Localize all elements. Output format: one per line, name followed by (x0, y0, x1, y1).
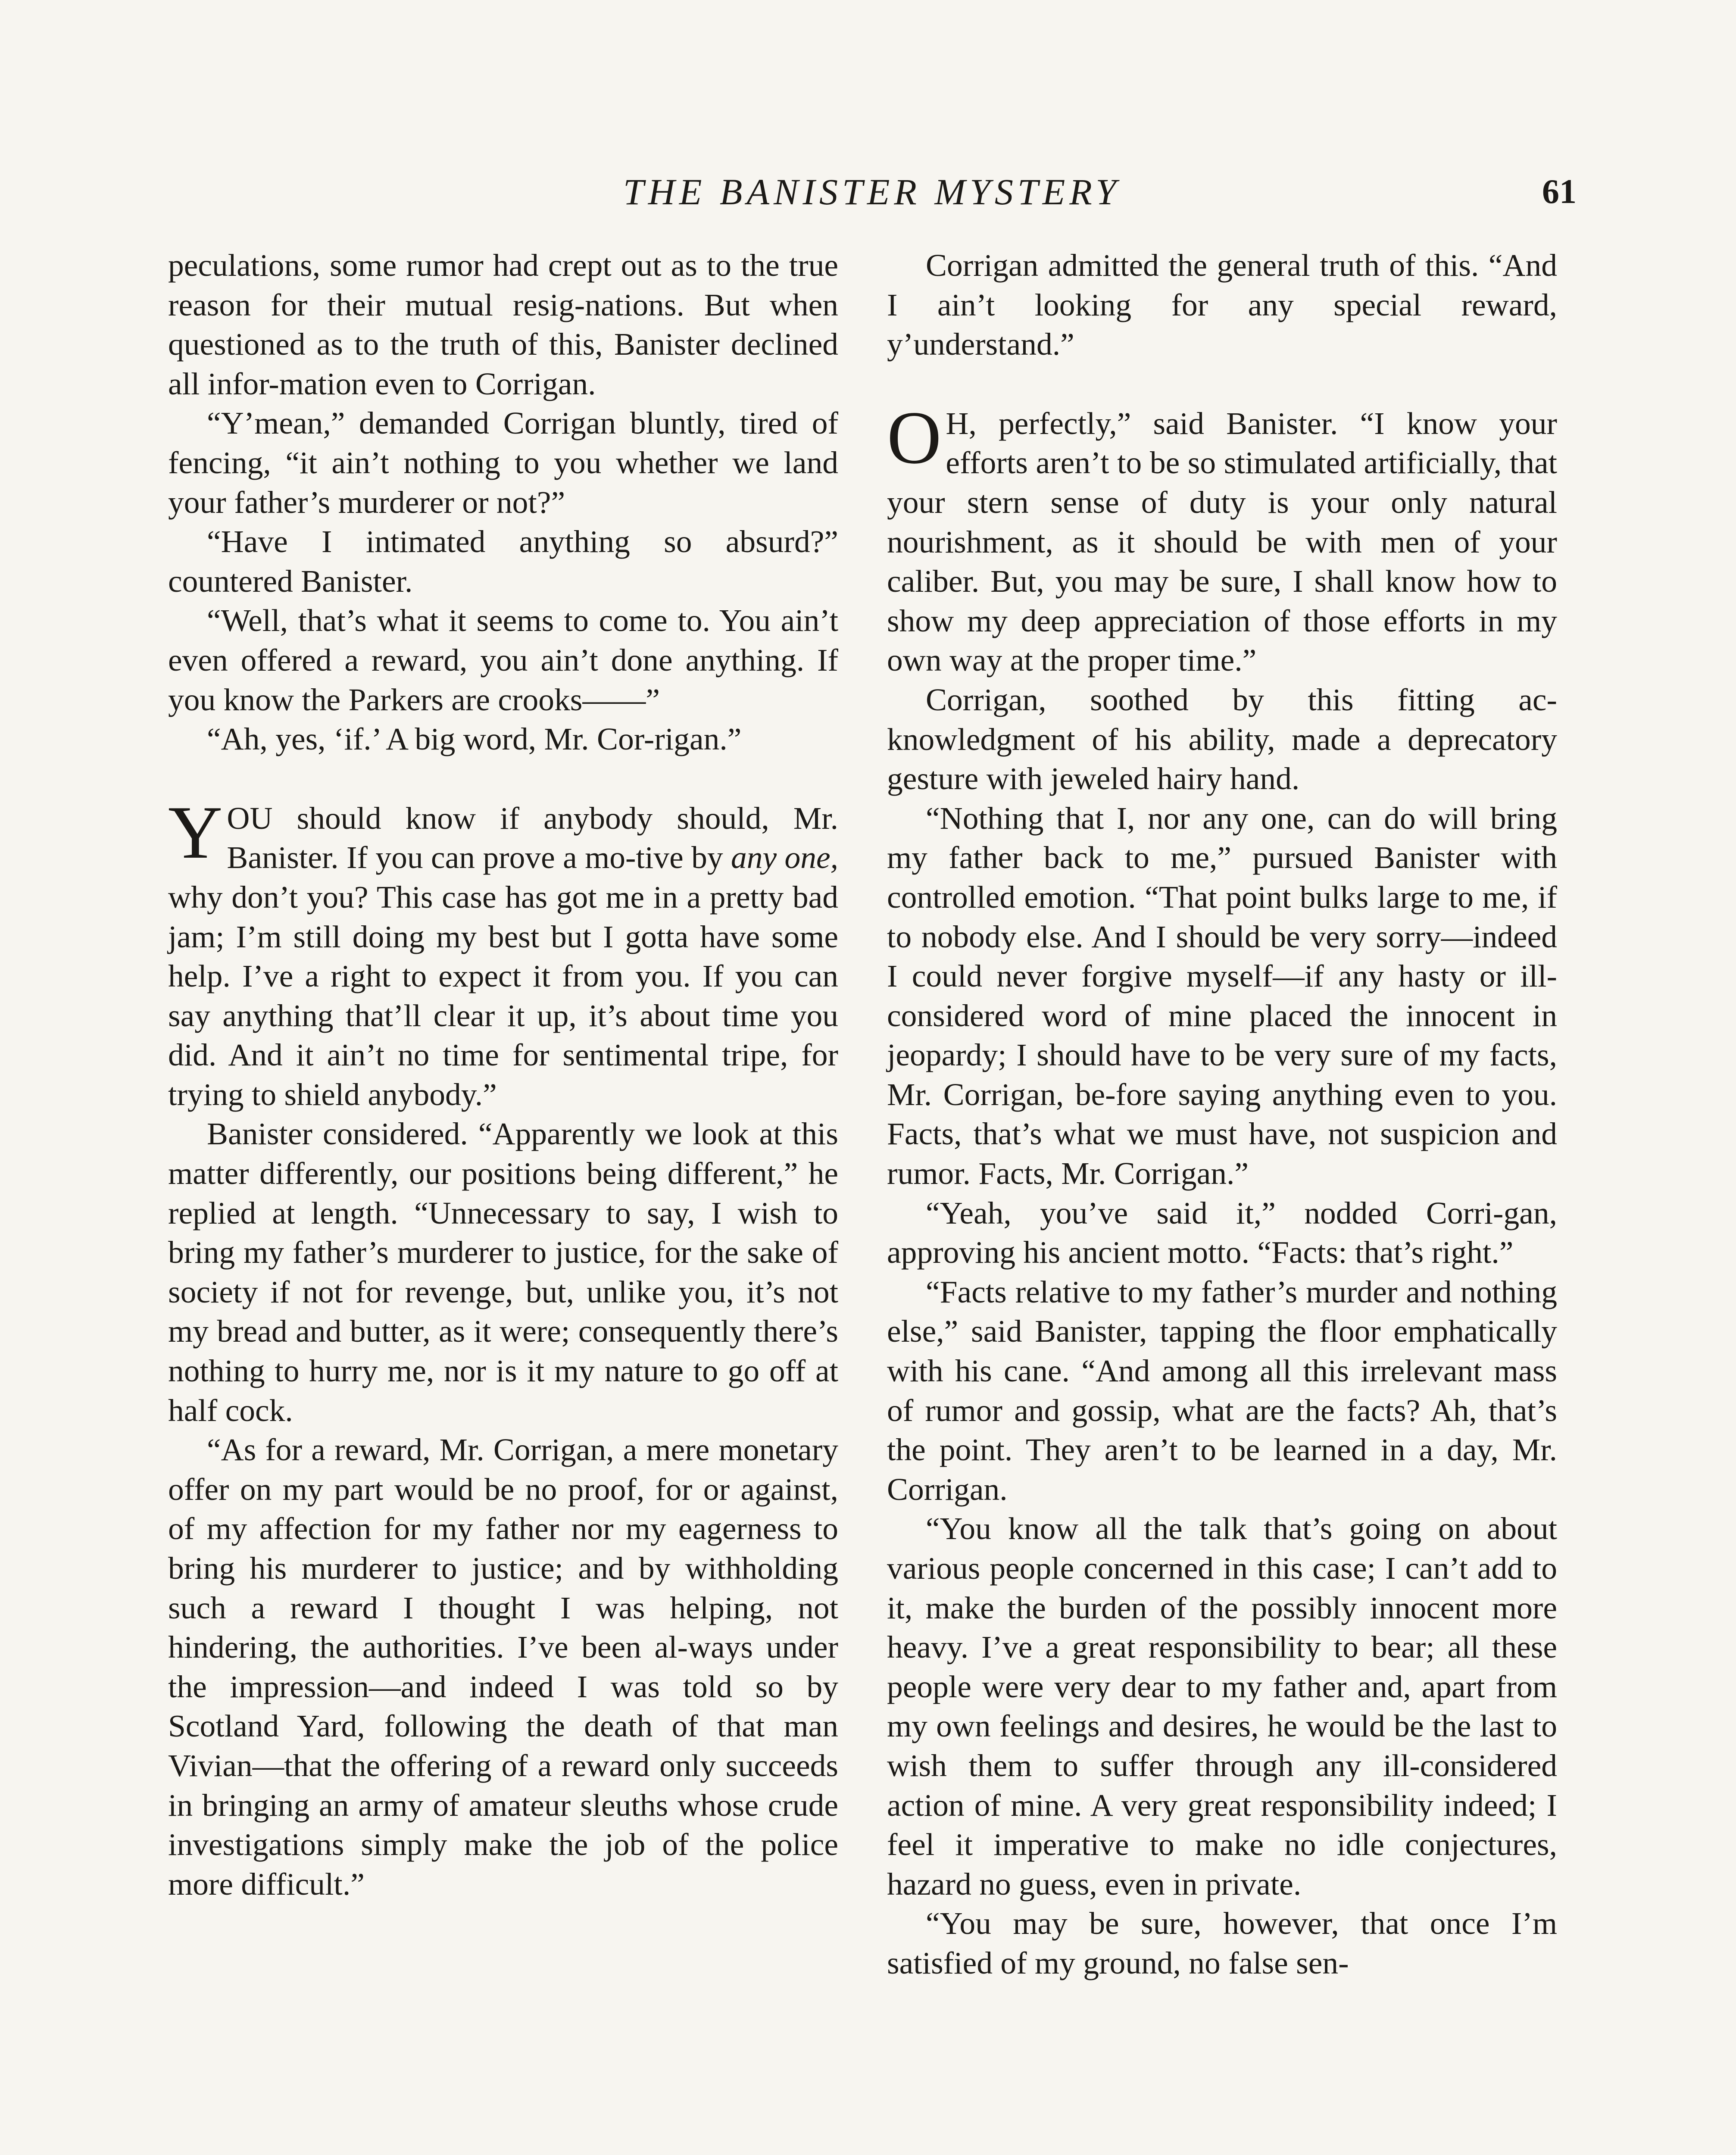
section-text: should know if anybody should, Mr. Banister. If you can prove a mo-tive by (227, 800, 838, 875)
paragraph: “Yeah, you’ve said it,” nodded Corri-gan, approving his ancient motto. “Facts: that’s right.” (887, 1195, 1557, 1270)
paragraph: Corrigan admitted the general truth of this. “And I ain’t looking for any special reward, y’understand.” (887, 248, 1557, 362)
paragraph: “Facts relative to my father’s murder and nothing else,” said Banister, tapping the floor emphatically with his cane. “And among all this irrelevant mass of rumor and gossip, what are the facts? Ah, that’s the point. They aren’t to be learned in a day, Mr. Corrigan. (887, 1274, 1557, 1507)
left-column (168, 246, 838, 1904)
paragraph: “Y’mean,” demanded Corrigan bluntly, tired of fencing, “it ain’t nothing to you whether we land your father’s murderer or not?” (168, 406, 838, 520)
paragraph: “Well, that’s what it seems to come to. You ain’t even offered a reward, you ain’t done anything. If you know the Parkers are crooks——” (168, 603, 838, 717)
section-paragraph (168, 790, 839, 1115)
paragraph: “Nothing that I, nor any one, can do will bring my father back to me,” pursued Banister with controlled emotion. “That point bulks large to me, if to nobody else. And I should be very sorry—indeed I could never forgive myself—if any hasty or ill-considered word of mine placed the innocent in jeopardy; I should have to be very sure of my facts, Mr. Corrigan, be-fore saying anything even to you. Facts, that’s what we must have, not suspicion and rumor. Facts, Mr. Corrigan.” (887, 800, 1557, 1191)
section-paragraph (887, 395, 1557, 680)
paragraph: “You may be sure, however, that once I’m satisfied of my ground, no false sen- (887, 1906, 1557, 1980)
paragraph: Corrigan, soothed by this fitting ac-knowledgment of his ability, made a deprecatory gesture with jeweled hairy hand. (887, 682, 1557, 796)
paragraph: “As for a reward, Mr. Corrigan, a mere monetary offer on my part would be no proof, for or against, of my affection for my father nor my eagerness to bring his murderer to justice; and by withholding such a reward I thought I was helping, not hindering, the authorities. I’ve been al-ways under the impression—and indeed I was told so by Scotland Yard, following the death of that man Vivian—that the offering of a reward only succeeds in bringing an army of amateur sleuths whose crude investigations simply make the job of the police more difficult.” (168, 1432, 838, 1902)
drop-cap: Y (168, 790, 223, 874)
page-header (167, 164, 1577, 224)
drop-cap: O (887, 395, 942, 479)
section-caps: OU (227, 800, 273, 836)
running-title: THE BANISTER MYSTERY (623, 171, 1121, 212)
italic-text: any one, (731, 840, 839, 875)
section-text: H, perfectly,” said Banister. “I know your efforts aren’t to be so stimulated artificially, that your stern sense of duty is your only natural nourishment, as it should be with men of your caliber. But, you may be sure, I shall know how to show my deep appreciation of those efforts in my own way at the proper time.” (887, 406, 1557, 678)
paragraph: “Have I intimated anything so absurd?” countered Banister. (168, 524, 838, 599)
paragraph: “You know all the talk that’s going on about various people concerned in this case; I can’t add to it, make the burden of the possibly innocent more heavy. I’ve a great responsibility to bear; all these people were very dear to my father and, apart from my own feelings and desires, he would be the last to wish them to suffer through any ill-considered action of mine. A very great responsibility indeed; I feel it imperative to make no idle conjectures, hazard no guess, even in private. (887, 1511, 1557, 1902)
section-text: why don’t you? This case has got me in a pretty bad jam; I’m still doing my best but I gotta have some help. I’ve a right to expect it from you. If you can say anything that’ll clear it up, it’s about time you did. And it ain’t no time for sentimental tripe, for trying to shield anybody.” (168, 879, 838, 1112)
paragraph: Banister considered. “Apparently we look at this matter differently, our positions being different,” he replied at length. “Unnecessary to say, I wish to bring my father’s murderer to justice, for the sake of society if not for revenge, but, unlike you, it’s not my bread and butter, as it were; consequently there’s nothing to hurry me, nor is it my nature to go off at half cock. (168, 1116, 838, 1428)
paragraph: “Ah, yes, ‘if.’ A big word, Mr. Cor-rigan.” (207, 721, 742, 757)
right-column (887, 246, 1557, 1983)
paragraph: peculations, some rumor had crept out as to the true reason for their mutual resig-nations. But when questioned as to the truth of this, Banister declined all infor-mation even to Corrigan. (168, 248, 838, 401)
page-number: 61 (1542, 173, 1577, 211)
